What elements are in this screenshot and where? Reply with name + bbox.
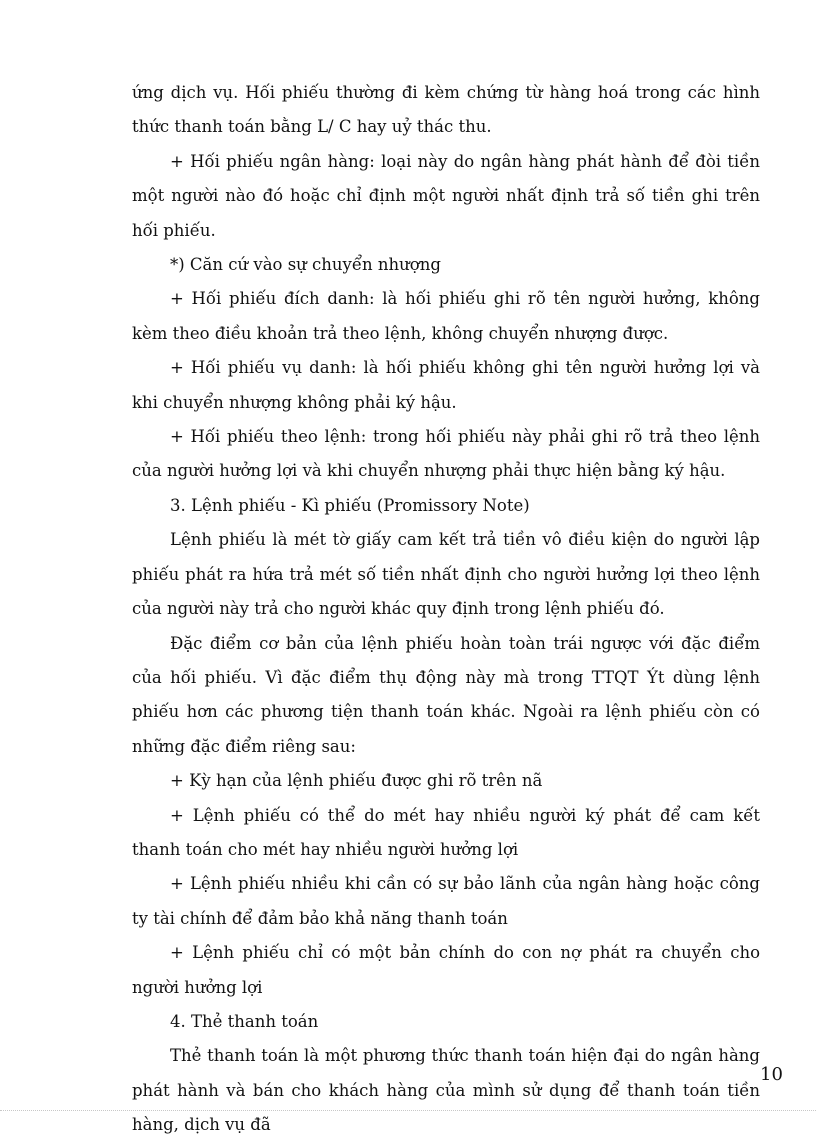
paragraph-issuers: + Lệnh phiếu có thể do mét hay nhiều người ký phát để cam kết thanh toán cho mét hay nhiều người hưởng lợi (132, 805, 760, 859)
paragraph-named-bill: + Hối phiếu đích danh: là hối phiếu ghi rõ tên người hưởng, không kèm theo điều khoản trả theo lệnh, không chuyển nhượng được. (132, 289, 760, 343)
page-body (132, 76, 760, 1143)
paragraph-order-bill: + Hối phiếu theo lệnh: trong hối phiếu này phải ghi rõ trả theo lệnh của người hưởng lợi và khi chuyển nhượng phải thực hiện bằng ký hậu. (132, 427, 760, 481)
paragraph-continuation: ứng dịch vụ. Hối phiếu thường đi kèm chứng từ hàng hoá trong các hình thức thanh toán bằng L/ C hay uỷ thác thu. (132, 83, 760, 137)
page-number: 10 (760, 1064, 783, 1085)
page-bottom-divider (0, 1110, 816, 1111)
paragraph-term: + Kỳ hạn của lệnh phiếu được ghi rõ trên nã (170, 771, 543, 791)
paragraph-promissory-definition: Lệnh phiếu là mét tờ giấy cam kết trả tiền vô điều kiện do người lập phiếu phát ra hứa trả mét số tiền nhất định cho người hưởng lợi theo lệnh của người này trả cho người khác quy định trong lệnh phiếu đó. (132, 530, 760, 619)
paragraph-promissory-features: Đặc điểm cơ bản của lệnh phiếu hoàn toàn trái ngược với đặc điểm của hối phiếu. Vì đặc điểm thụ động này mà trong TTQT Ýt dùng lệnh phiếu hơn các phương tiện thanh toán khác. Ngoài ra lệnh phiếu còn có những đặc điểm riêng sau: (132, 633, 760, 756)
section-heading-payment-card: 4. Thẻ thanh toán (170, 1011, 319, 1031)
heading-transfer-basis: *) Căn cứ vào sự chuyển nhượng (170, 255, 441, 275)
paragraph-guarantee: + Lệnh phiếu nhiều khi cần có sự bảo lãnh của ngân hàng hoặc công ty tài chính để đảm bảo khả năng thanh toán (132, 874, 760, 928)
paragraph-original-copy: + Lệnh phiếu chỉ có một bản chính do con nợ phát ra chuyển cho người hưởng lợi (132, 943, 760, 997)
paragraph-bearer-bill: + Hối phiếu vụ danh: là hối phiếu không ghi tên người hưởng lợi và khi chuyển nhượng không phải ký hậu. (132, 358, 760, 412)
paragraph-payment-card: Thẻ thanh toán là một phương thức thanh toán hiện đại do ngân hàng phát hành và bán cho khách hàng của mình sử dụng để thanh toán tiền hàng, dịch vụ đã (132, 1046, 760, 1135)
section-heading-promissory-note: 3. Lệnh phiếu - Kì phiếu (Promissory Note) (170, 495, 530, 515)
paragraph-bank-bill: + Hối phiếu ngân hàng: loại này do ngân hàng phát hành để đòi tiền một người nào đó hoặc chỉ định một người nhất định trả số tiền ghi trên hối phiếu. (132, 151, 760, 240)
